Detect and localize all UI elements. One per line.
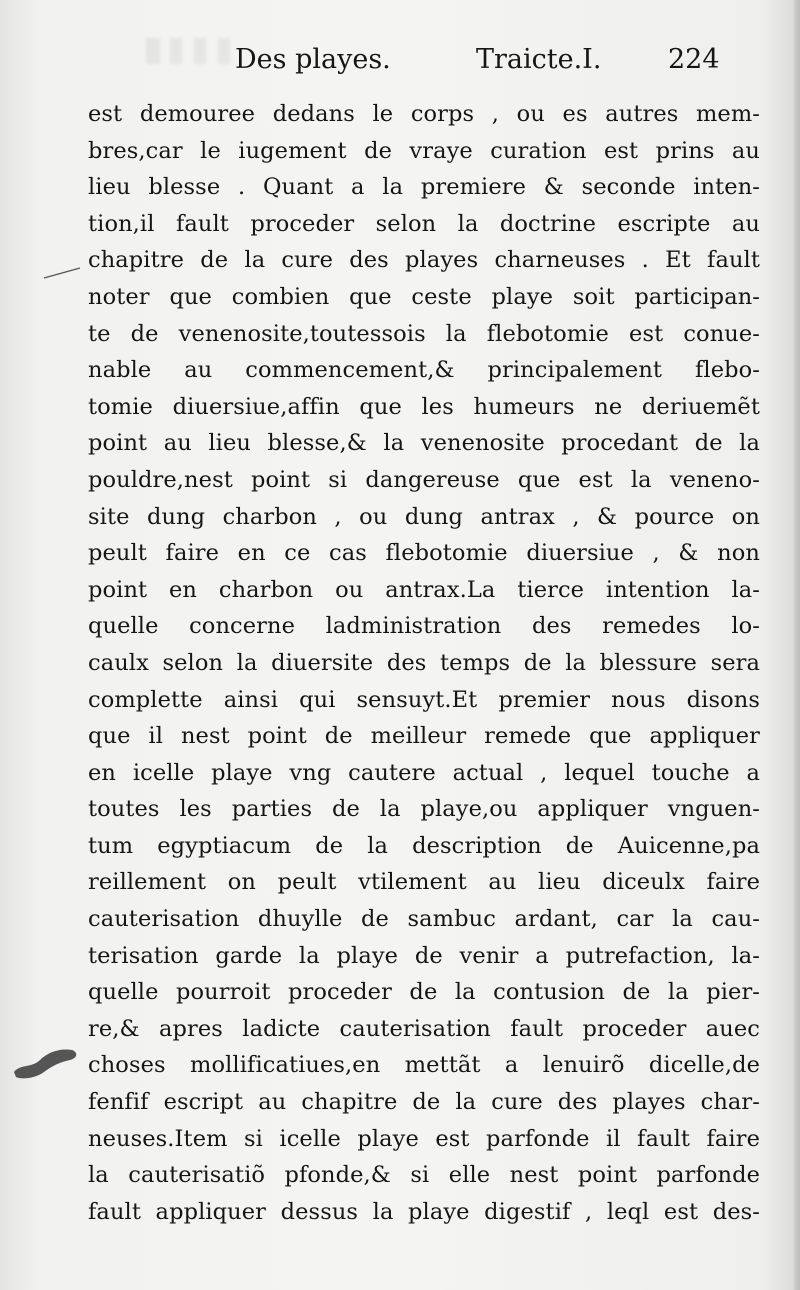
text-line: neuses.Item si icelle playe est parfonde il fault faire xyxy=(88,1125,760,1152)
text-line: terisation garde la playe de venir a putrefaction, la- xyxy=(88,942,760,969)
text-line: fenfif escript au chapitre de la cure des playes char- xyxy=(88,1089,760,1116)
text-line: choses mollificatiues,en mettãt a lenuirõ dicelle,de xyxy=(88,1052,760,1079)
text-line: lieu blesse . Quant a la premiere & seconde inten- xyxy=(88,174,760,201)
running-title: Des playes. xyxy=(235,44,391,75)
text-line: reillement on peult vtilement au lieu diceulx faire xyxy=(88,869,760,896)
page-edge xyxy=(794,0,800,1290)
text-line: tomie diuersiue,affin que les humeurs ne deriuemẽt xyxy=(88,393,760,420)
ink-stain xyxy=(10,1042,80,1080)
text-line: caulx selon la diuersite des temps de la blessure sera xyxy=(88,649,760,676)
text-line: quelle concerne ladministration des remedes lo- xyxy=(88,613,760,640)
text-line: pouldre,nest point si dangereuse que est la veneno- xyxy=(88,466,760,493)
text-line: site dung charbon , ou dung antrax , & pource on xyxy=(88,503,760,530)
text-line: que il nest point de meilleur remede que appliquer xyxy=(88,723,760,750)
text-line: point en charbon ou antrax.La tierce intention la- xyxy=(88,576,760,603)
text-line: tum egyptiacum de la description de Auicenne,pa xyxy=(88,832,760,859)
text-line: complette ainsi qui sensuyt.Et premier nous disons xyxy=(88,686,760,713)
margin-stroke xyxy=(42,266,82,280)
section-label: Traicte.I. xyxy=(476,44,602,75)
text-line: bres,car le iugement de vraye curation est prins au xyxy=(88,137,760,164)
text-line: quelle pourroit proceder de la contusion de la pier- xyxy=(88,979,760,1006)
text-line: tion,il fault proceder selon la doctrine escripte au xyxy=(88,210,760,237)
text-line: la cauterisatiõ pfonde,& si elle nest point parfonde xyxy=(88,1162,760,1189)
text-line: nable au commencement,& principalement flebo- xyxy=(88,357,760,384)
text-line: fault appliquer dessus la playe digestif , leql est des- xyxy=(88,1198,760,1225)
text-line: chapitre de la cure des playes charneuses . Et fault xyxy=(88,247,760,274)
text-line: cauterisation dhuylle de sambuc ardant, car la cau- xyxy=(88,906,760,933)
body-text xyxy=(88,96,760,1230)
text-line: est demouree dedans le corps , ou es autres mem- xyxy=(88,101,760,127)
text-line: en icelle playe vng cautere actual , lequel touche a xyxy=(88,759,760,786)
text-line: toutes les parties de la playe,ou appliquer vnguen- xyxy=(88,796,760,823)
running-header xyxy=(0,44,800,90)
page-number: 224 xyxy=(668,44,720,75)
text-line: te de venenosite,toutessois la flebotomie est conue- xyxy=(88,320,760,347)
text-line: peult faire en ce cas flebotomie diuersiue , & non xyxy=(88,540,760,567)
text-line: noter que combien que ceste playe soit participan- xyxy=(88,283,760,310)
text-line: point au lieu blesse,& la venenosite procedant de la xyxy=(88,430,760,457)
text-line: re,& apres ladicte cauterisation fault proceder auec xyxy=(88,1015,760,1042)
